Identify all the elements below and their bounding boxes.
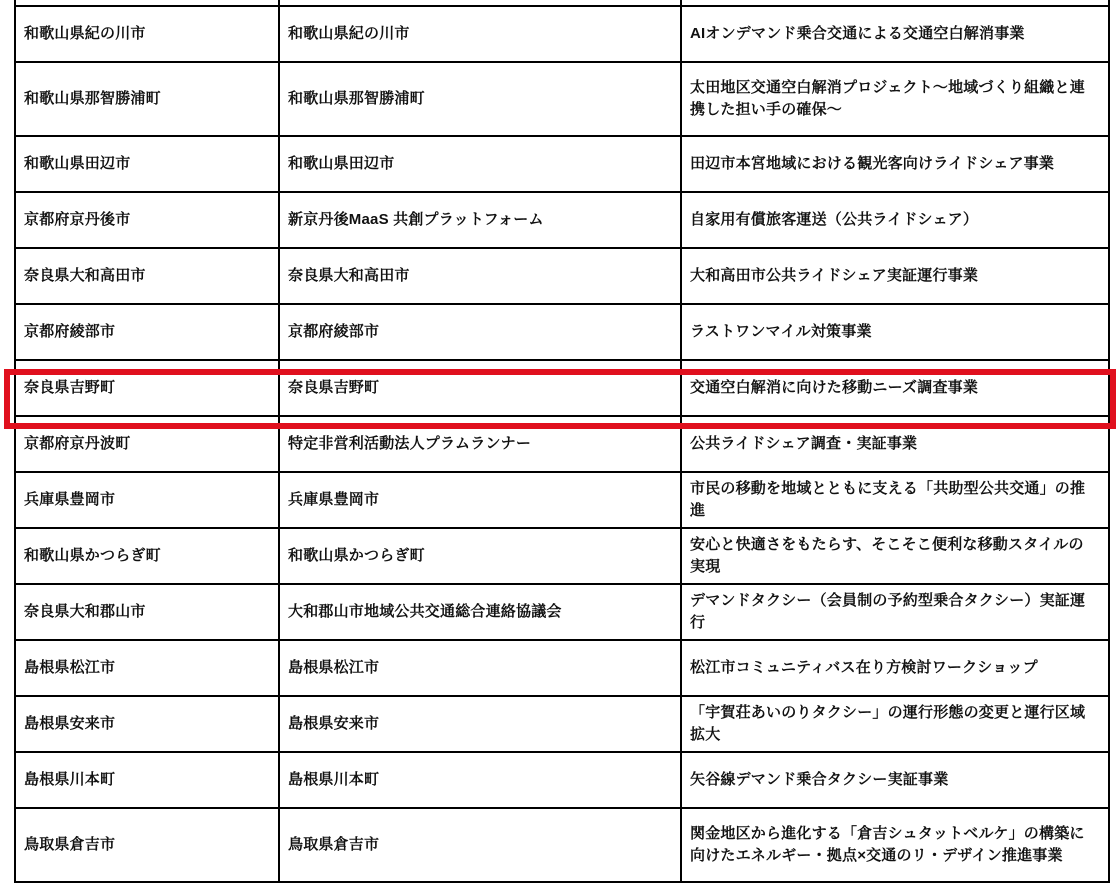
cell-organization: 鳥取県倉吉市: [279, 808, 681, 882]
cell-municipality: 奈良県大和高田市: [15, 248, 279, 304]
table-row: [15, 472, 1109, 528]
cell-organization: 和歌山県田辺市: [279, 136, 681, 192]
table-row: [15, 808, 1109, 882]
cell-municipality: 鳥取県倉吉市: [15, 808, 279, 882]
cell-organization: 和歌山県かつらぎ町: [279, 528, 681, 584]
table-row: [15, 136, 1109, 192]
cell-municipality: 和歌山県紀の川市: [15, 6, 279, 62]
cell-municipality: 和歌山県那智勝浦町: [15, 62, 279, 136]
cell-project: 市民の移動を地域とともに支える「共助型公共交通」の推進: [681, 472, 1109, 528]
cell-organization: 奈良県大和高田市: [279, 248, 681, 304]
cell-organization: 奈良県吉野町: [279, 360, 681, 416]
cell-project: ラストワンマイル対策事業: [681, 304, 1109, 360]
cell-municipality: 島根県安来市: [15, 696, 279, 752]
cell-project: 田辺市本宮地域における観光客向けライドシェア事業: [681, 136, 1109, 192]
cell-organization: 京都府綾部市: [279, 304, 681, 360]
table-row: [15, 640, 1109, 696]
cell-municipality: 京都府京丹後市: [15, 192, 279, 248]
table-row: [15, 192, 1109, 248]
cell-organization: 島根県川本町: [279, 752, 681, 808]
table-row: [15, 360, 1109, 416]
table-row: [15, 584, 1109, 640]
cell-project: 矢谷線デマンド乗合タクシー実証事業: [681, 752, 1109, 808]
cell-municipality: 和歌山県かつらぎ町: [15, 528, 279, 584]
cell-organization: 特定非営利活動法人プラムランナー: [279, 416, 681, 472]
cell-municipality: 奈良県吉野町: [15, 360, 279, 416]
table-row: [15, 248, 1109, 304]
cell-municipality: 京都府京丹波町: [15, 416, 279, 472]
cell-project: 「宇賀荘あいのりタクシー」の運行形態の変更と運行区域拡大: [681, 696, 1109, 752]
cell-project: 交通空白解消に向けた移動ニーズ調査事業: [681, 360, 1109, 416]
table-row: [15, 752, 1109, 808]
cell-project: AIオンデマンド乗合交通による交通空白解消事業: [681, 6, 1109, 62]
cell-municipality: 島根県川本町: [15, 752, 279, 808]
cell-organization: 新京丹後MaaS 共創プラットフォーム: [279, 192, 681, 248]
cell-municipality: 奈良県大和郡山市: [15, 584, 279, 640]
table-row: [15, 6, 1109, 62]
cell-organization: 和歌山県那智勝浦町: [279, 62, 681, 136]
table-row: [15, 304, 1109, 360]
cell-project: 太田地区交通空白解消プロジェクト～地域づくり組織と連携した担い手の確保～: [681, 62, 1109, 136]
cell-project: 安心と快適さをもたらす、そこそこ便利な移動スタイルの実現: [681, 528, 1109, 584]
cell-project: 大和高田市公共ライドシェア実証運行事業: [681, 248, 1109, 304]
cell-municipality: 島根県松江市: [15, 640, 279, 696]
cell-project: デマンドタクシー（会員制の予約型乗合タクシー）実証運行: [681, 584, 1109, 640]
cell-project: 松江市コミュニティバス在り方検討ワークショップ: [681, 640, 1109, 696]
cell-organization: 兵庫県豊岡市: [279, 472, 681, 528]
cell-municipality: 和歌山県田辺市: [15, 136, 279, 192]
cell-municipality: 京都府綾部市: [15, 304, 279, 360]
table-row: [15, 528, 1109, 584]
cell-municipality: 兵庫県豊岡市: [15, 472, 279, 528]
cell-organization: 島根県松江市: [279, 640, 681, 696]
projects-table: [14, 0, 1110, 883]
cell-organization: 和歌山県紀の川市: [279, 6, 681, 62]
table-row: [15, 696, 1109, 752]
table-row: [15, 62, 1109, 136]
cell-project: 公共ライドシェア調査・実証事業: [681, 416, 1109, 472]
cell-organization: 島根県安来市: [279, 696, 681, 752]
cell-project: 自家用有償旅客運送（公共ライドシェア）: [681, 192, 1109, 248]
cell-project: 関金地区から進化する「倉吉シュタットベルケ」の構築に向けたエネルギー・拠点×交通のリ・デザイン推進事業: [681, 808, 1109, 882]
cell-organization: 大和郡山市地域公共交通総合連絡協議会: [279, 584, 681, 640]
table-row-highlighted: [15, 416, 1109, 472]
